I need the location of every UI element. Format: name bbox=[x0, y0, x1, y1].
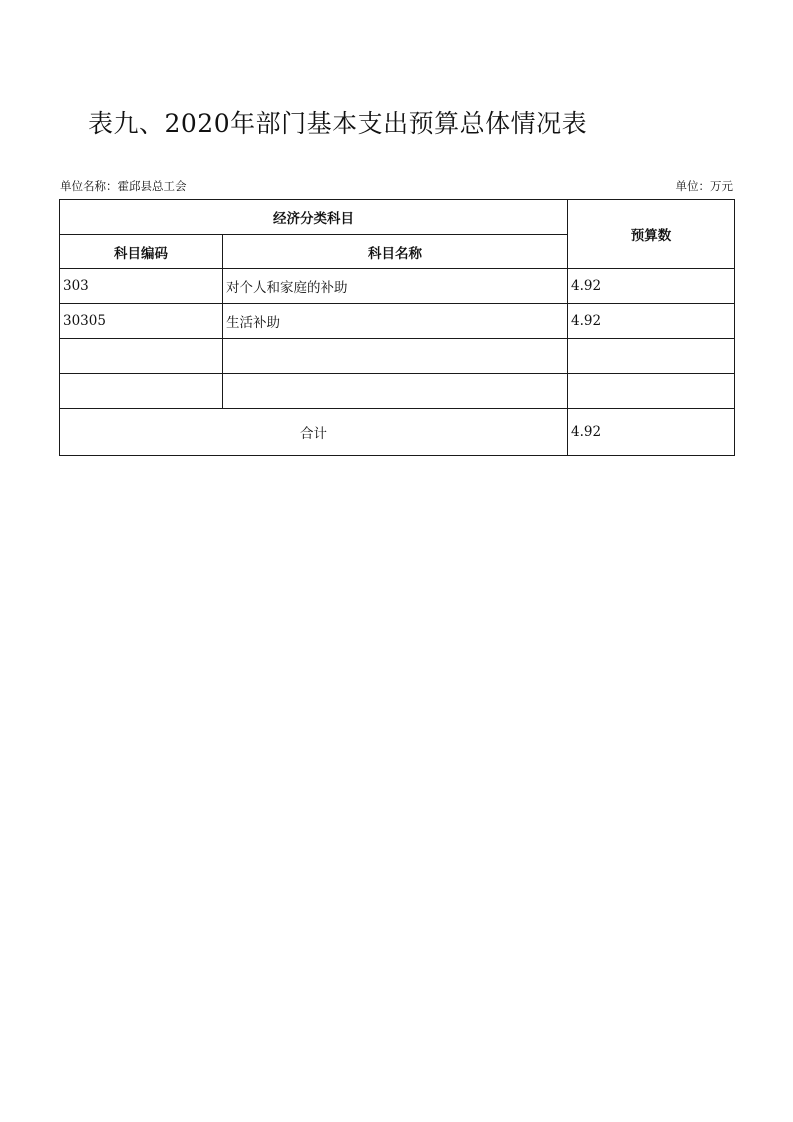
row-code: 303 bbox=[60, 269, 223, 304]
table-row bbox=[60, 304, 735, 339]
row-name: 生活补助 bbox=[223, 304, 568, 339]
table-row bbox=[60, 339, 735, 374]
amount-header: 预算数 bbox=[568, 200, 735, 269]
row-amount bbox=[568, 374, 735, 409]
code-header: 科目编码 bbox=[60, 235, 223, 269]
row-amount bbox=[568, 339, 735, 374]
table-row bbox=[60, 269, 735, 304]
row-name bbox=[223, 339, 568, 374]
group-header: 经济分类科目 bbox=[60, 200, 568, 235]
total-amount: 4.92 bbox=[568, 409, 735, 456]
unit-name-label: 单位名称：霍邱县总工会 bbox=[60, 179, 187, 193]
row-amount: 4.92 bbox=[568, 304, 735, 339]
budget-table bbox=[59, 199, 735, 456]
row-code bbox=[60, 374, 223, 409]
unit-label: 单位：万元 bbox=[675, 179, 733, 193]
row-code bbox=[60, 339, 223, 374]
table-row bbox=[60, 374, 735, 409]
page-title: 表九、2020年部门基本支出预算总体情况表 bbox=[88, 109, 588, 138]
row-code: 30305 bbox=[60, 304, 223, 339]
header-row-group bbox=[60, 200, 735, 235]
row-name: 对个人和家庭的补助 bbox=[223, 269, 568, 304]
name-header: 科目名称 bbox=[223, 235, 568, 269]
total-row bbox=[60, 409, 735, 456]
total-label: 合计 bbox=[60, 409, 568, 456]
row-amount: 4.92 bbox=[568, 269, 735, 304]
row-name bbox=[223, 374, 568, 409]
